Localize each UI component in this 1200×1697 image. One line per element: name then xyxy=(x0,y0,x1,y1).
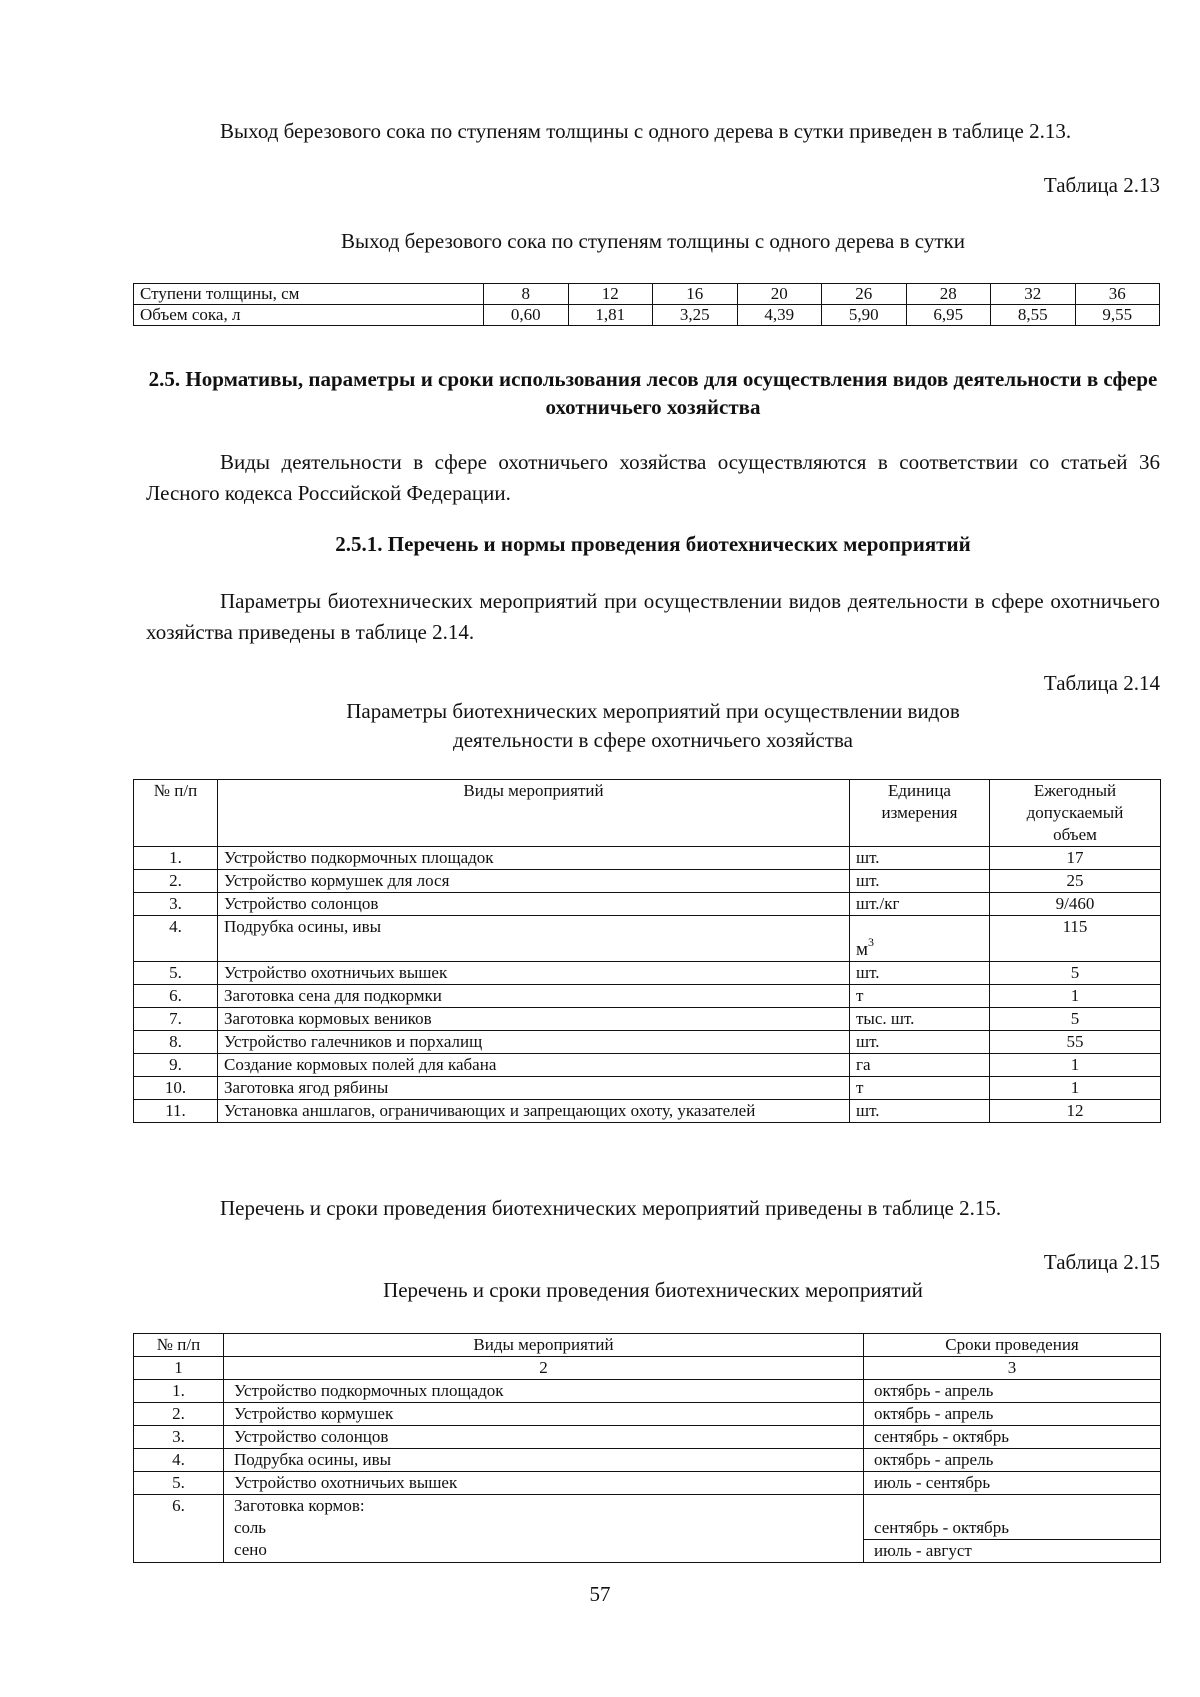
table-row xyxy=(134,1472,1161,1495)
table-cell: шт./кг xyxy=(850,893,990,916)
table-cell: Подрубка осины, ивы xyxy=(224,1449,864,1472)
unit-text: м xyxy=(856,939,869,960)
table-cell: июль - август xyxy=(864,1539,1161,1562)
table-cell: т xyxy=(850,985,990,1008)
table-215-title: Перечень и сроки проведения биотехнических мероприятий xyxy=(383,1278,923,1302)
table-cell: 16 xyxy=(653,284,738,305)
table-cell: 8 xyxy=(484,284,569,305)
row-title: Заготовка кормов: xyxy=(234,1496,365,1515)
table-214 xyxy=(133,779,1161,1123)
table-cell: 7. xyxy=(134,1008,218,1031)
table-cell: 8,55 xyxy=(991,305,1076,326)
table-cell: 1. xyxy=(134,1380,224,1403)
table-cell: 4. xyxy=(134,1449,224,1472)
table-header-row xyxy=(134,1334,1161,1357)
table-cell: Устройство подкормочных площадок xyxy=(218,847,850,870)
table-cell: Ступени толщины, см xyxy=(134,284,484,305)
table-row xyxy=(134,305,1160,326)
table-cell: Устройство подкормочных площадок xyxy=(224,1380,864,1403)
table-row xyxy=(134,1495,1161,1540)
table-cell: 6,95 xyxy=(906,305,991,326)
table-cell: Устройство охотничьих вышек xyxy=(224,1472,864,1495)
table-cell xyxy=(224,1495,864,1540)
table-row xyxy=(134,1100,1161,1123)
table-cell: 1. xyxy=(134,847,218,870)
table-cell: Заготовка кормовых веников xyxy=(218,1008,850,1031)
column-header: № п/п xyxy=(134,780,218,847)
column-number: 3 xyxy=(864,1357,1161,1380)
table-row xyxy=(134,847,1161,870)
table-cell: шт. xyxy=(850,1031,990,1054)
table-cell: 28 xyxy=(906,284,991,305)
section-heading-2-5: 2.5. Нормативы, параметры и сроки использования лесов для осуществления видов деятельности в сфере охотничьего хозяйства xyxy=(148,367,1158,419)
table-row xyxy=(134,893,1161,916)
column-header: Ежегодный допускаемый объем xyxy=(990,780,1161,847)
table-row xyxy=(134,1031,1161,1054)
table-cell: июль - сентябрь xyxy=(864,1472,1161,1495)
table-cell: 5,90 xyxy=(822,305,907,326)
table-215-label: Таблица 2.15 xyxy=(1043,1250,1160,1274)
table-214-label: Таблица 2.14 xyxy=(1043,671,1160,695)
table-cell: 20 xyxy=(737,284,822,305)
table-row xyxy=(134,284,1160,305)
table-cell: 4. xyxy=(134,916,218,962)
table-cell: 36 xyxy=(1075,284,1160,305)
table-cell: 9/460 xyxy=(990,893,1161,916)
table-row xyxy=(134,1539,1161,1562)
table-cell: Заготовка ягод рябины xyxy=(218,1077,850,1100)
table-cell: т xyxy=(850,1077,990,1100)
table-cell: Устройство солонцов xyxy=(218,893,850,916)
table-cell: 4,39 xyxy=(737,305,822,326)
unit-superscript: 3 xyxy=(868,935,875,949)
column-header: № п/п xyxy=(134,1334,224,1357)
table-cell: октябрь - апрель xyxy=(864,1403,1161,1426)
table-cell: 0,60 xyxy=(484,305,569,326)
unit-cell xyxy=(850,916,990,962)
table-cell: 1 xyxy=(990,985,1161,1008)
column-number: 2 xyxy=(224,1357,864,1380)
column-header: Виды мероприятий xyxy=(224,1334,864,1357)
table-row xyxy=(134,962,1161,985)
table-cell: Установка аншлагов, ограничивающих и запрещающих охоту, указателей xyxy=(218,1100,850,1123)
table-cell: 5. xyxy=(134,962,218,985)
table-row xyxy=(134,916,1161,962)
table-row xyxy=(134,985,1161,1008)
table-cell: 2. xyxy=(134,1403,224,1426)
table-cell: Заготовка сена для подкормки xyxy=(218,985,850,1008)
table-cell: Устройство охотничьих вышек xyxy=(218,962,850,985)
table-cell: Устройство солонцов xyxy=(224,1426,864,1449)
table-cell: 5 xyxy=(990,962,1161,985)
table-cell: 6. xyxy=(134,1495,224,1563)
table-cell: 10. xyxy=(134,1077,218,1100)
intro-paragraph-215: Перечень и сроки проведения биотехнических мероприятий приведены в таблице 2.15. xyxy=(220,1196,1002,1220)
column-number-row xyxy=(134,1357,1161,1380)
table-cell: 17 xyxy=(990,847,1161,870)
paragraph-2-5: Виды деятельности в сфере охотничьего хозяйства осуществляются в соответствии со статьей 36 Лесного кодекса Российской Федерации. xyxy=(146,450,1160,505)
table-cell: сентябрь - октябрь xyxy=(864,1495,1161,1540)
table-cell: 5. xyxy=(134,1472,224,1495)
table-cell: 1,81 xyxy=(568,305,653,326)
table-cell: 2. xyxy=(134,870,218,893)
column-number: 1 xyxy=(134,1357,224,1380)
table-cell: 3,25 xyxy=(653,305,738,326)
paragraph-2-5-1: Параметры биотехнических мероприятий при осуществлении видов деятельности в сфере охотничьего хозяйства приведены в таблице 2.14. xyxy=(146,589,1160,644)
table-cell: 8. xyxy=(134,1031,218,1054)
table-cell: шт. xyxy=(850,847,990,870)
column-header: Сроки проведения xyxy=(864,1334,1161,1357)
table-cell: шт. xyxy=(850,1100,990,1123)
table-cell: Устройство галечников и порхалищ xyxy=(218,1031,850,1054)
table-cell: 5 xyxy=(990,1008,1161,1031)
table-cell: Объем сока, л xyxy=(134,305,484,326)
table-cell: шт. xyxy=(850,962,990,985)
table-cell: сентябрь - октябрь xyxy=(864,1426,1161,1449)
table-row xyxy=(134,1426,1161,1449)
table-cell: 26 xyxy=(822,284,907,305)
page-number: 57 xyxy=(589,1582,611,1606)
table-cell: 11. xyxy=(134,1100,218,1123)
table-cell: 25 xyxy=(990,870,1161,893)
table-header-row xyxy=(134,780,1161,847)
table-cell: 1 xyxy=(990,1077,1161,1100)
intro-paragraph-213: Выход березового сока по ступеням толщины с одного дерева в сутки приведен в таблице 2.13. xyxy=(220,119,1072,143)
table-cell: Создание кормовых полей для кабана xyxy=(218,1054,850,1077)
table-row xyxy=(134,1077,1161,1100)
table-cell: га xyxy=(850,1054,990,1077)
table-cell: 55 xyxy=(990,1031,1161,1054)
table-cell: Подрубка осины, ивы xyxy=(218,916,850,962)
table-cell: сено xyxy=(224,1539,864,1562)
table-213-label: Таблица 2.13 xyxy=(1043,173,1160,197)
table-row xyxy=(134,870,1161,893)
table-cell: 6. xyxy=(134,985,218,1008)
table-215 xyxy=(133,1333,1161,1563)
table-cell: 32 xyxy=(991,284,1076,305)
table-cell: тыс. шт. xyxy=(850,1008,990,1031)
table-cell: октябрь - апрель xyxy=(864,1380,1161,1403)
table-213-title: Выход березового сока по ступеням толщины с одного дерева в сутки xyxy=(341,229,965,253)
table-row xyxy=(134,1380,1161,1403)
table-214-title: Параметры биотехнических мероприятий при осуществлении видов деятельности в сфере охотничьего хозяйства xyxy=(346,699,960,752)
table-213 xyxy=(133,283,1160,326)
column-header: Единица измерения xyxy=(850,780,990,847)
table-cell: 1 xyxy=(990,1054,1161,1077)
row-subitem: соль xyxy=(234,1518,267,1537)
table-cell: Устройство кормушек для лося xyxy=(218,870,850,893)
table-cell: шт. xyxy=(850,870,990,893)
table-cell: октябрь - апрель xyxy=(864,1449,1161,1472)
table-cell: 12 xyxy=(568,284,653,305)
table-cell: 12 xyxy=(990,1100,1161,1123)
table-row xyxy=(134,1054,1161,1077)
table-cell: 9,55 xyxy=(1075,305,1160,326)
table-cell: 3. xyxy=(134,1426,224,1449)
section-heading-2-5-1: 2.5.1. Перечень и нормы проведения биотехнических мероприятий xyxy=(335,532,971,556)
column-header: Виды мероприятий xyxy=(218,780,850,847)
table-cell: Устройство кормушек xyxy=(224,1403,864,1426)
table-row xyxy=(134,1008,1161,1031)
table-row xyxy=(134,1449,1161,1472)
table-row xyxy=(134,1403,1161,1426)
table-cell: 115 xyxy=(990,916,1161,962)
table-cell: 9. xyxy=(134,1054,218,1077)
table-cell: 3. xyxy=(134,893,218,916)
